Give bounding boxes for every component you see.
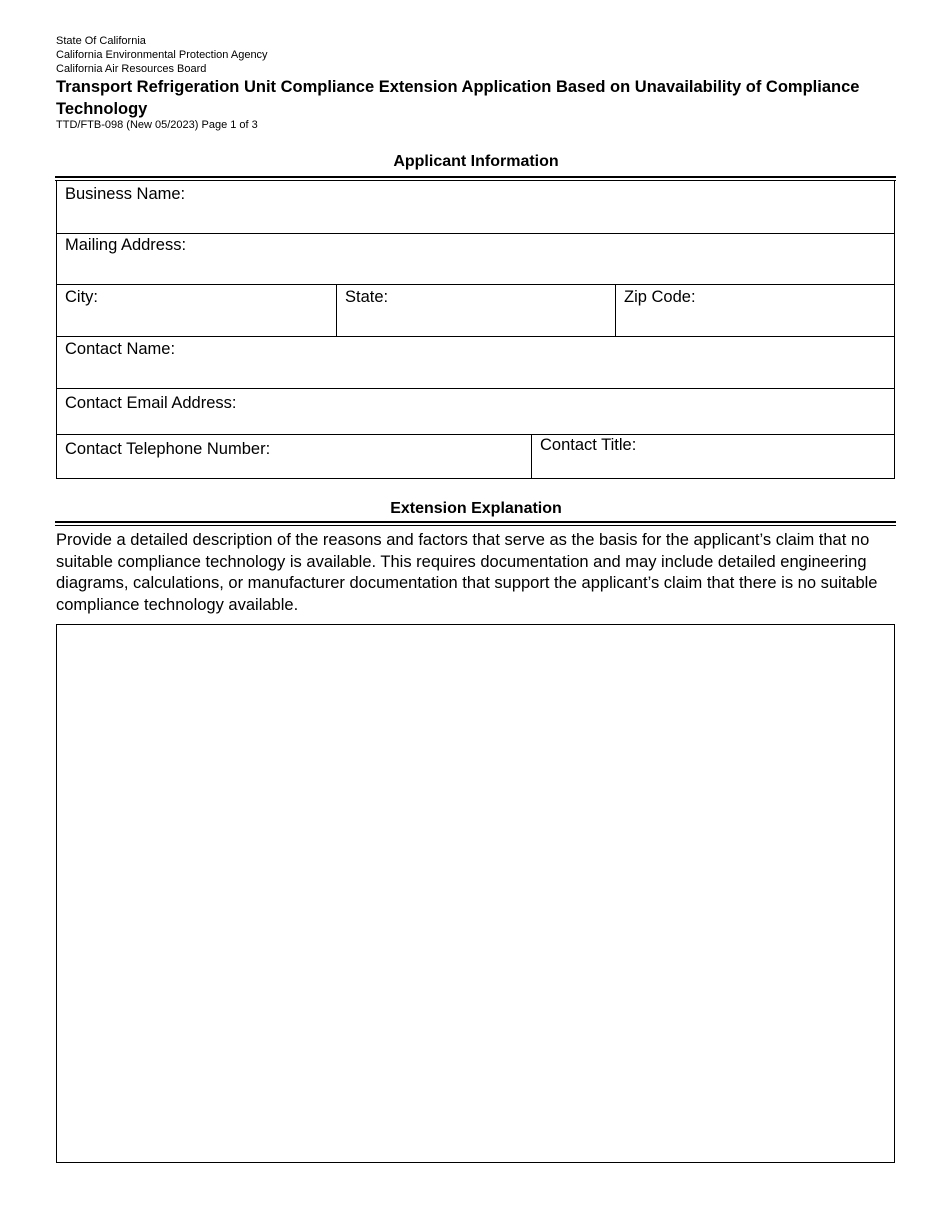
contact-phone-label: Contact Telephone Number: (65, 440, 271, 458)
mailing-address-input[interactable] (65, 258, 886, 280)
contact-phone-title-row (57, 435, 894, 478)
contact-title-label: Contact Title: (540, 436, 637, 454)
extension-instructions: Provide a detailed description of the reasons and factors that serve as the basis for the applicant’s claim that no suitable compliance technology is available. This requires documentation and may include detailed engineering diagrams, calculations, or manufacturer documentation that support the applicant’s claim that there is no suitable compliance technology available. (56, 531, 878, 614)
form-title: Transport Refrigeration Unit Compliance Extension Application Based on Unavailability of Compliance Technology (56, 78, 860, 118)
business-name-label: Business Name: (65, 185, 186, 203)
contact-title-cell (531, 435, 894, 478)
section-divider (55, 521, 896, 526)
zip-code-input[interactable] (624, 310, 886, 332)
state-input[interactable] (345, 310, 607, 332)
agency-line-state: State Of California (56, 35, 146, 47)
agency-line-calepa: California Environmental Protection Agency (56, 49, 268, 61)
mailing-address-label: Mailing Address: (65, 236, 187, 254)
city-label: City: (65, 288, 98, 306)
form-id: TTD/FTB-098 (New 05/2023) Page 1 of 3 (56, 119, 258, 131)
state-label: State: (345, 288, 389, 306)
contact-name-row (57, 337, 894, 389)
mailing-address-row (57, 234, 894, 285)
contact-email-input[interactable] (65, 408, 886, 430)
applicant-information-table (56, 181, 895, 479)
state-cell (336, 285, 615, 336)
city-cell (57, 285, 336, 336)
extension-explanation-box (56, 624, 895, 1163)
contact-phone-input[interactable] (65, 454, 523, 476)
agency-line-carb: California Air Resources Board (56, 63, 207, 75)
extension-explanation-heading: Extension Explanation (390, 500, 562, 517)
city-state-zip-row (57, 285, 894, 337)
city-input[interactable] (65, 310, 328, 332)
business-name-row (57, 181, 894, 234)
contact-email-label: Contact Email Address: (65, 394, 237, 412)
business-name-input[interactable] (65, 207, 886, 229)
zip-code-cell (615, 285, 894, 336)
extension-explanation-input[interactable] (57, 625, 894, 1162)
applicant-information-heading: Applicant Information (393, 153, 559, 170)
zip-code-label: Zip Code: (624, 288, 696, 306)
contact-name-input[interactable] (65, 362, 886, 384)
contact-name-label: Contact Name: (65, 340, 176, 358)
contact-email-row (57, 389, 894, 435)
contact-phone-cell (57, 435, 531, 478)
contact-title-input[interactable] (540, 454, 886, 476)
